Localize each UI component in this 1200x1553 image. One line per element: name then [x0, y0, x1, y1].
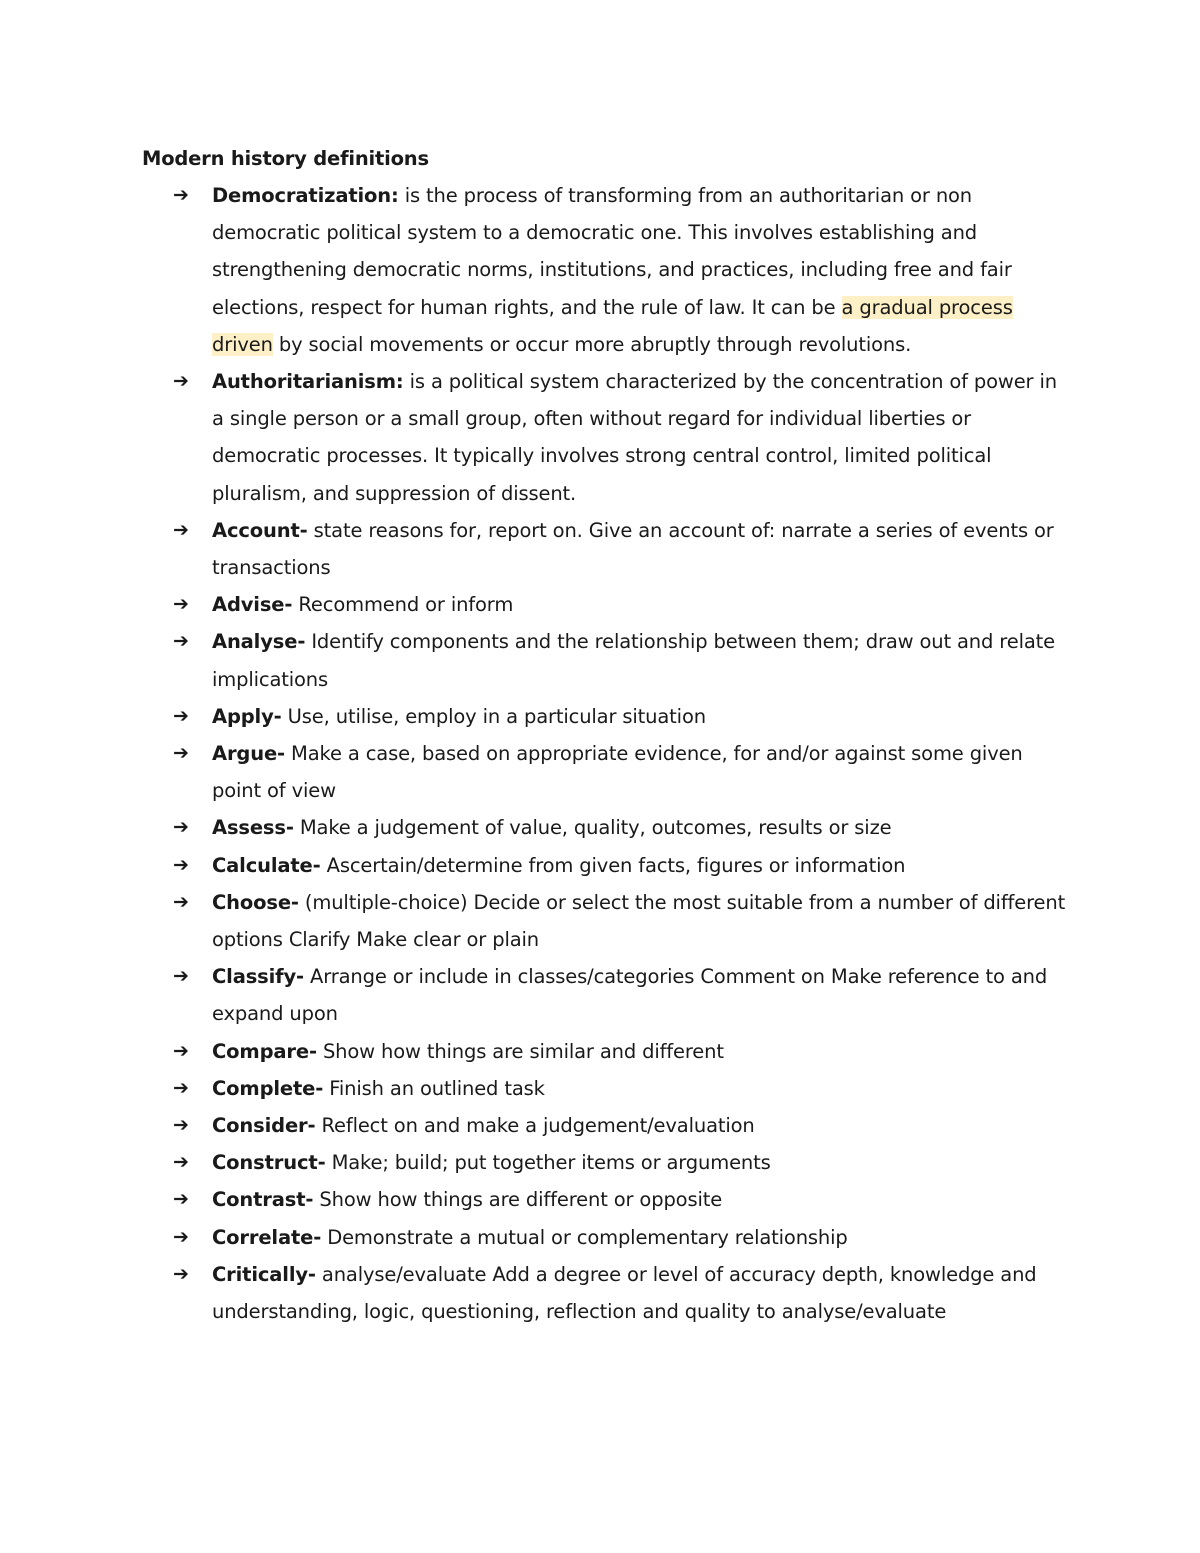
- definition-term: Consider: [212, 1114, 308, 1138]
- arrow-right-icon: ➔: [173, 1188, 189, 1211]
- definition-item: [173, 958, 1073, 1032]
- definition-separator: -: [312, 853, 321, 877]
- definition-text: Use, utilise, employ in a particular situation: [281, 704, 706, 728]
- definition-term: Analyse: [212, 630, 298, 654]
- arrow-right-icon: ➔: [173, 1151, 189, 1174]
- definition-text: Make; build; put together items or arguments: [325, 1151, 771, 1175]
- definition-text: is the process of transforming from an authoritarian or non democratic political system to a democratic one. This involves establishing and strengthening democratic norms, institutions, and practices, including free and fair elections, respect for human rights, and the rule of law. It can be: [212, 184, 1012, 319]
- definition-item: [173, 1256, 1073, 1330]
- definition-text: state reasons for, report on. Give an account of: narrate a series of events or transactions: [212, 518, 1054, 580]
- definition-separator: -: [307, 1262, 316, 1286]
- definition-term: Critically: [212, 1262, 308, 1286]
- definition-text: is a political system characterized by the concentration of power in a single person or a small group, often without regard for individual liberties or democratic processes. It typically involves strong central control, limited political pluralism, and suppression of dissent.: [212, 370, 1057, 505]
- definition-item: [173, 177, 1073, 363]
- definition-separator: -: [305, 1188, 314, 1212]
- arrow-right-icon: ➔: [173, 1114, 189, 1137]
- definition-term: Calculate: [212, 853, 313, 877]
- definition-term: Choose: [212, 890, 291, 914]
- definition-item: [173, 698, 1073, 735]
- definition-item: [173, 512, 1073, 586]
- definition-text: Show how things are similar and different: [316, 1039, 724, 1063]
- definition-separator: -: [277, 742, 285, 766]
- arrow-right-icon: ➔: [173, 1262, 189, 1285]
- highlighted-text: a gradual process driven: [212, 295, 1013, 356]
- definition-separator: -: [317, 1151, 326, 1175]
- arrow-right-icon: ➔: [173, 1225, 189, 1248]
- definition-item: [173, 847, 1073, 884]
- arrow-right-icon: ➔: [173, 370, 189, 393]
- definition-term: Compare: [212, 1039, 309, 1063]
- definition-separator: -: [297, 630, 306, 654]
- definition-separator: :: [395, 370, 404, 394]
- arrow-right-icon: ➔: [173, 1039, 189, 1062]
- definition-term: Classify: [212, 965, 297, 989]
- definition-separator: -: [308, 1039, 317, 1063]
- definition-item: [173, 1107, 1073, 1144]
- definition-text: analyse/evaluate Add a degree or level of accuracy depth, knowledge and understanding, logic, questioning, reflection and quality to analyse/evaluate: [212, 1262, 1037, 1324]
- definition-term: Correlate: [212, 1225, 314, 1249]
- arrow-right-icon: ➔: [173, 742, 189, 765]
- definition-text: Make a judgement of value, quality, outcomes, results or size: [293, 816, 892, 840]
- definition-separator: :: [391, 184, 399, 207]
- arrow-right-icon: ➔: [173, 965, 189, 988]
- definition-text: Make a case, based on appropriate evidence, for and/or against some given point of view: [212, 742, 1023, 803]
- arrow-right-icon: ➔: [173, 630, 189, 653]
- definition-term: Contrast: [212, 1188, 306, 1212]
- arrow-right-icon: ➔: [173, 518, 189, 541]
- definition-text: Show how things are different or opposite: [313, 1188, 723, 1212]
- definition-item: [173, 884, 1073, 958]
- definition-term: Advise: [212, 593, 285, 617]
- arrow-right-icon: ➔: [173, 704, 189, 727]
- definition-term: Construct: [212, 1151, 318, 1175]
- definition-separator: -: [273, 704, 282, 728]
- definition-text: Identify components and the relationship between them; draw out and relate implications: [212, 630, 1055, 691]
- definition-term: Assess: [212, 816, 286, 840]
- definition-separator: -: [296, 965, 304, 989]
- arrow-right-icon: ➔: [173, 890, 189, 913]
- definition-term: Authoritarianism: [212, 370, 396, 394]
- definition-item: [173, 1144, 1073, 1181]
- definition-separator: -: [290, 890, 299, 914]
- arrow-right-icon: ➔: [173, 853, 189, 876]
- page-title: Modern history definitions: [142, 147, 429, 170]
- definition-item: [173, 1033, 1073, 1070]
- definition-separator: -: [313, 1225, 322, 1249]
- definition-item: [173, 1070, 1073, 1107]
- definition-separator: -: [299, 518, 308, 542]
- definition-item: [173, 623, 1073, 697]
- definition-separator: -: [285, 816, 294, 840]
- definition-term: Apply: [212, 704, 274, 728]
- definition-separator: -: [284, 593, 293, 617]
- definition-term: Account: [212, 518, 300, 542]
- definition-text: (multiple-choice) Decide or select the most suitable from a number of different options Clarify Make clear or plain: [212, 890, 1066, 952]
- definition-text: Demonstrate a mutual or complementary relationship: [321, 1225, 848, 1249]
- definition-text: Arrange or include in classes/categories Comment on Make reference to and expand upon: [212, 965, 1048, 1026]
- arrow-right-icon: ➔: [173, 816, 189, 839]
- definition-term: Democratization: [212, 184, 392, 207]
- definition-item: [173, 586, 1073, 623]
- arrow-right-icon: ➔: [173, 1076, 189, 1099]
- definition-item: [173, 1181, 1073, 1218]
- definition-item: [173, 363, 1073, 512]
- arrow-right-icon: ➔: [173, 184, 189, 206]
- definition-separator: -: [307, 1114, 316, 1138]
- definition-item: [173, 809, 1073, 846]
- definition-separator: -: [315, 1076, 324, 1100]
- definition-text: Recommend or inform: [292, 593, 514, 617]
- definition-text: Finish an outlined task: [323, 1076, 545, 1100]
- definition-text: Ascertain/determine from given facts, figures or information: [320, 853, 906, 877]
- definition-term: Argue: [212, 742, 278, 766]
- definition-text-continued: by social movements or occur more abruptly through revolutions.: [272, 332, 912, 356]
- definition-item: [173, 735, 1073, 809]
- definition-term: Complete: [212, 1076, 316, 1100]
- definition-item: [173, 1219, 1073, 1256]
- arrow-right-icon: ➔: [173, 593, 189, 616]
- definition-list: [173, 177, 1073, 1330]
- definition-text: Reflect on and make a judgement/evaluation: [315, 1114, 755, 1138]
